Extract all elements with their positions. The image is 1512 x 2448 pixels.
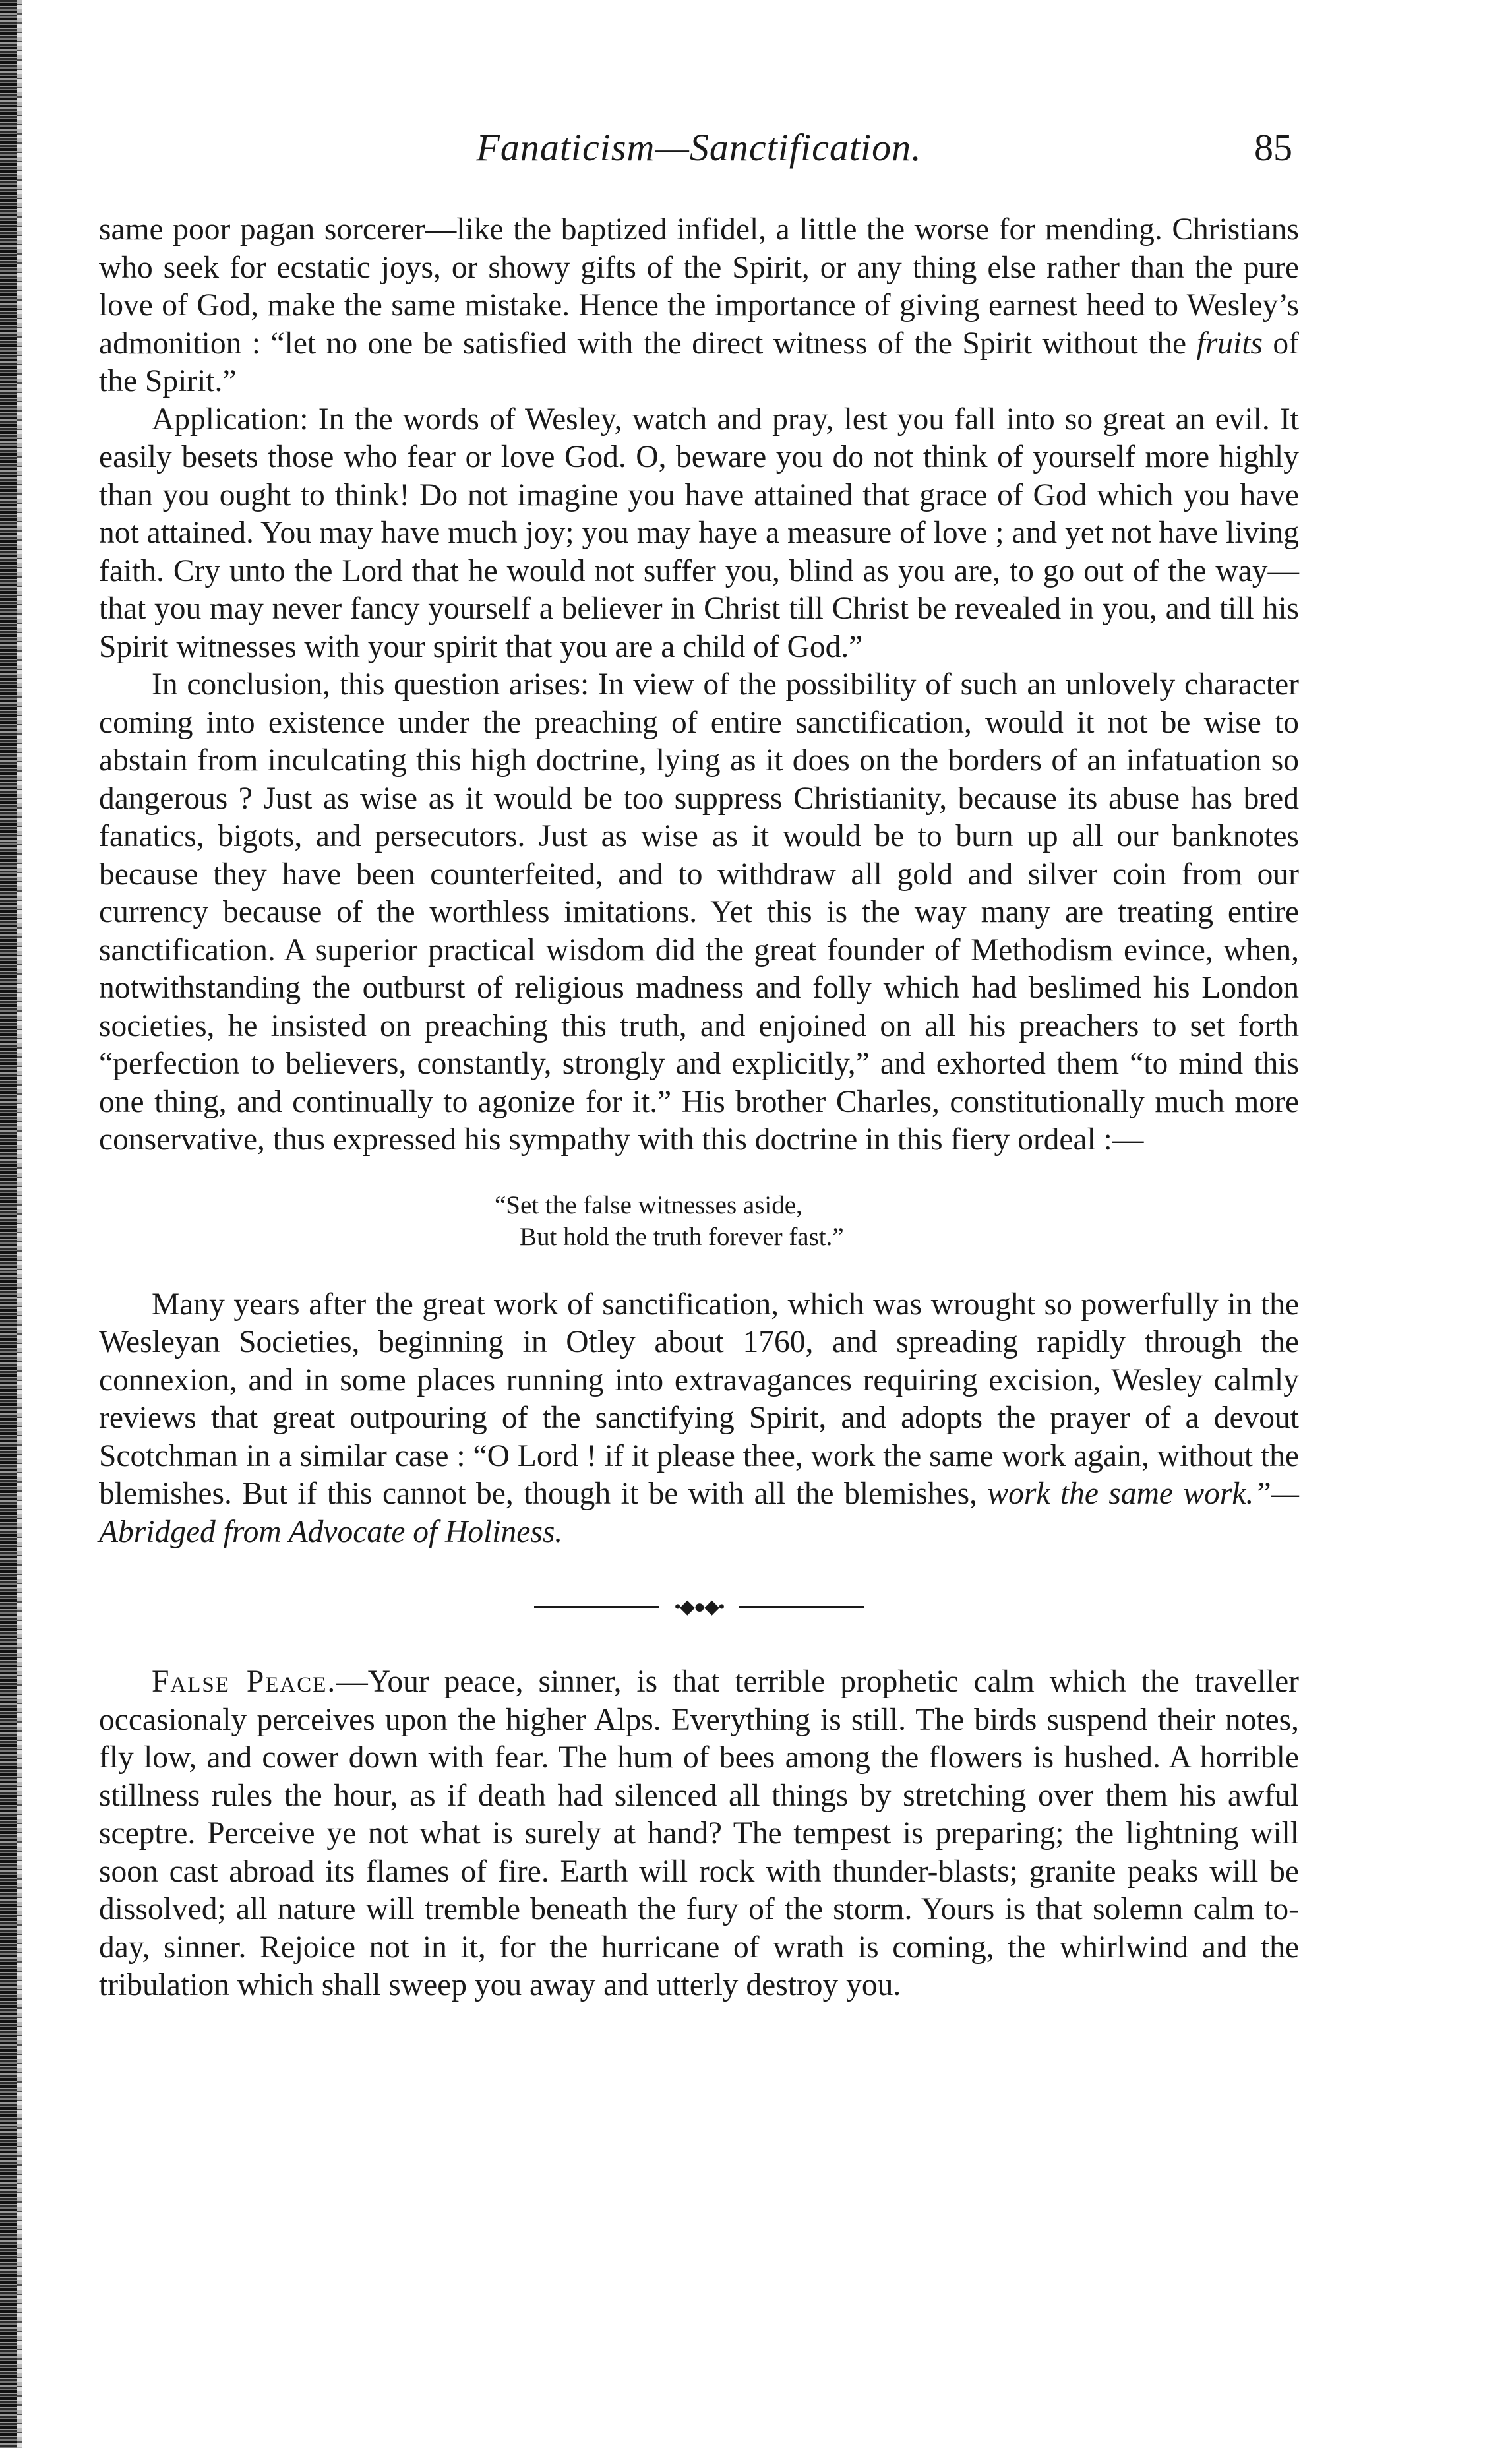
section-divider-ornament [534, 1597, 864, 1617]
running-title: Fanaticism—Sanctification. [476, 126, 922, 169]
paragraph-many-years-italic: work the same work.”—Abridged from Advocate of Holiness. [99, 1477, 1299, 1549]
paragraph-1-tail: of the Spirit.” [99, 326, 1299, 398]
binding-edge [0, 0, 17, 2448]
false-peace-text: —Your peace, sinner, is that terrible prophetic calm which the traveller occasionaly perceives upon the higher Alps. Everything is still. The birds suspend their notes, fly low, and cower down with fear. The hum of bees among the flowers is hushed. A horrible stillness rules the hour, as if death had silenced all things by stretching over them his awful sceptre. Perceive ye not what is surely at hand? The tempest is preparing; the lightning will soon cast abroad its flames of fire. Earth will rock with thunder-blasts; granite peaks will be dissolved; all nature will tremble beneath the fury of the storm. Yours is that solemn calm to-day, sinner. Rejoice not in it, for the hurricane of wrath is coming, the whirlwind and the tribulation which shall sweep you away and utterly destroy you. [99, 1665, 1299, 2002]
false-peace-heading: False Peace. [152, 1665, 337, 1699]
page-number: 85 [1254, 126, 1292, 169]
page [99, 125, 1299, 2005]
body-text [99, 211, 1299, 2005]
verse-line-1: “Set the false witnesses aside, [495, 1190, 802, 1219]
divider-ornament-glyph: •◆●◆• [674, 1596, 724, 1618]
paragraph-false-peace [99, 1663, 1299, 2005]
paragraph-conclusion-text: In conclusion, this question arises: In view of the possibility of such an unlovely character coming into existence under the preaching of entire sanctification, would it not be wise to abstain from inculcating this high doctrine, lying as it does on the borders of an infatuation so dangerous ? Just as wise as it would be too suppress Christianity, because its abuse has bred fanatics, bigots, and persecutors. Just as wise as it would be to burn up all our banknotes because they have been counterfeited, and to withdraw all gold and silver coin from our currency because of the worthless imitations. Yet this is the way many are treating entire sanctification. A superior practical wisdom did the great founder of Methodism evince, when, notwithstanding the outburst of religious madness and folly which had beslimed his London societies, he insisted on preaching this truth, and enjoined on all his preachers to set forth “perfection to believers, constantly, strongly and explicitly,” and exhorted them “to mind this one thing, and continually to agonize for it.” His brother Charles, constitutionally much more conservative, thus expressed his sympathy with this doctrine in this fiery ordeal :— [99, 667, 1299, 1157]
binding-edge-shadow [17, 0, 22, 2448]
divider-rule-left [534, 1606, 659, 1608]
running-head [99, 125, 1299, 185]
paragraph-1 [99, 211, 1299, 401]
verse-quotation [99, 1190, 1299, 1253]
paragraph-many-years [99, 1286, 1299, 1552]
paragraph-many-years-text: Many years after the great work of sanctification, which was wrought so powerfully in the Wesleyan Societies, beginning in Otley about 1760, and spreading rapidly through the connexion, and in some places running into extravagances requiring excision, Wesley calmly reviews that great outpouring of the sanctifying Spirit, and adopts the prayer of a devout Scotchman in a similar case : “O Lord ! if it please thee, work the same work again, without the blemishes. But if this cannot be, though it be with all the blemishes, [99, 1287, 1299, 1511]
paragraph-conclusion [99, 666, 1299, 1159]
paragraph-1-text: same poor pagan sorcerer—like the baptized infidel, a little the worse for mending. Christians who seek for ecstatic joys, or showy gifts of the Spirit, or any thing else rather than the pure love of God, make the same mistake. Hence the importance of giving earnest heed to Wesley’s admonition : “let no one be satisfied with the direct witness of the Spirit without the [99, 212, 1299, 361]
paragraph-application-text: Application: In the words of Wesley, watch and pray, lest you fall into so great an evil. It easily besets those who fear or love God. O, beware you do not think of yourself more highly than you ought to think! Do not imagine you have attained that grace of God which you have not attained. You may have much joy; you may haye a measure of love ; and yet not have living faith. Cry unto the Lord that he would not suffer you, blind as you are, to go out of the way—that you may never fancy yourself a believer in Christ till Christ be revealed in you, and till his Spirit witnesses with your spirit that you are a child of God.” [99, 402, 1299, 664]
verse-line-2: But hold the truth forever fast.” [520, 1222, 844, 1251]
divider-rule-right [739, 1606, 864, 1608]
paragraph-1-italic: fruits [1196, 326, 1263, 361]
paragraph-application [99, 401, 1299, 667]
